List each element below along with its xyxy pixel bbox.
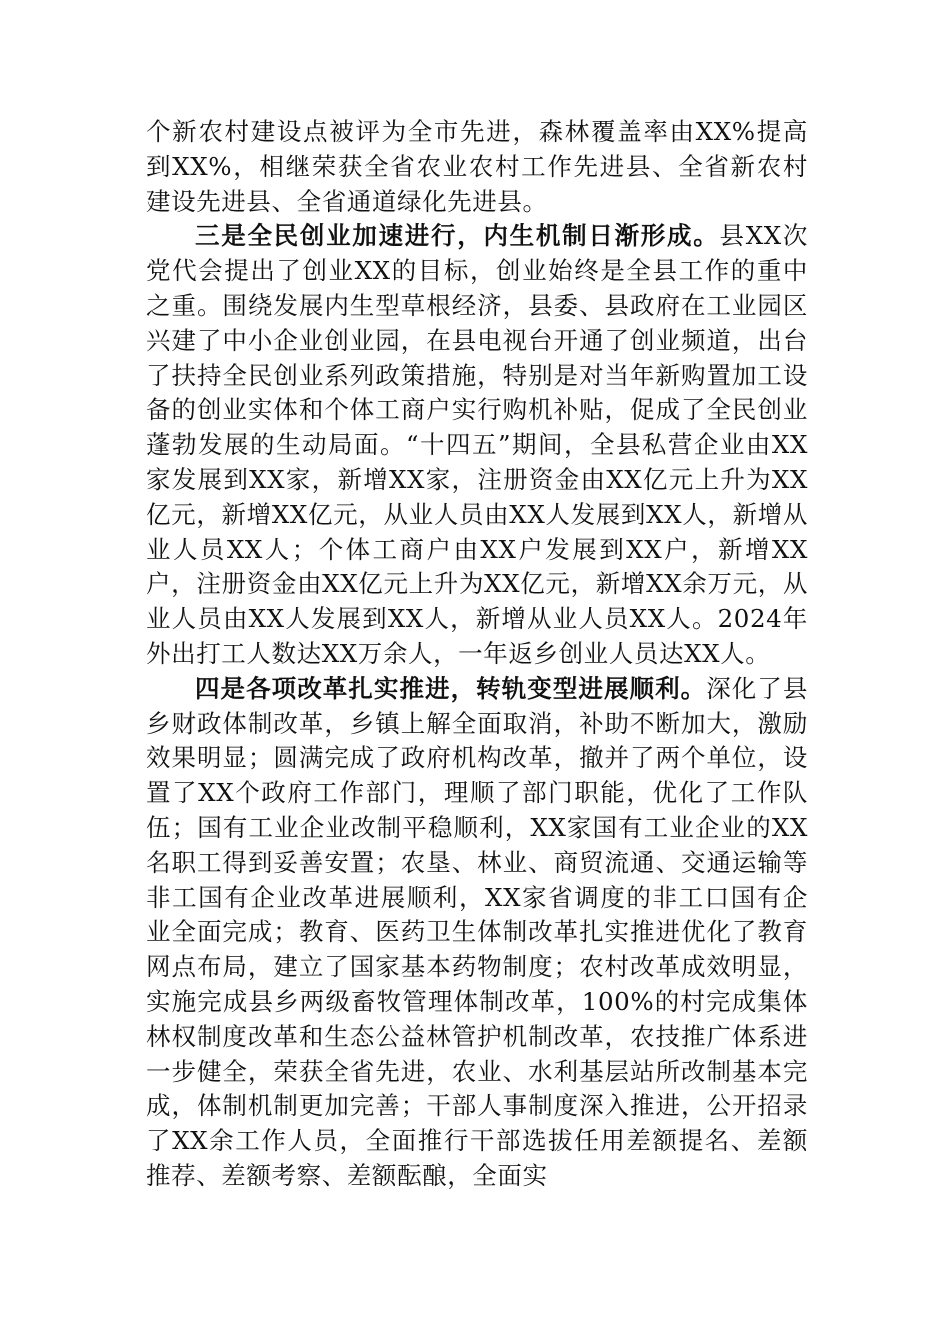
- paragraph-text: 个新农村建设点被评为全市先进，森林覆盖率由XX%提高到XX%，相继荣获全省农业农村工作先进县、全省新农村建设先进县、全省通道绿化先进县。: [146, 117, 808, 216]
- paragraph-text: 深化了县乡财政体制改革，乡镇上解全面取消，补助不断加大，激励效果明显；圆满完成了政府机构改革，撤并了两个单位，设置了XX个政府工作部门，理顺了部门职能，优化了工作队伍；国有工业企业改制平稳顺利，XX家国有工业企业的XX名职工得到妥善安置；农垦、林业、商贸流通、交通运输等非工国有企业改革进展顺利，XX家省调度的非工口国有企业全面完成；教育、医药卫生体制改革扎实推进优化了教育网点布局，建立了国家基本药物制度；农村改革成效明显，实施完成县乡两级畜牧管理体制改革，100%的村完成集体林权制度改革和生态公益林管护机制改革，农技推广体系进一步健全，荣获全省先进，农业、水利基层站所改制基本完成，体制机制更加完善；干部人事制度深入推进，公开招录了XX余工作人员，全面推行干部选拔任用差额提名、差额推荐、差额考察、差额酝酿，全面实: [146, 673, 809, 1190]
- paragraph-text: 县XX次党代会提出了创业XX的目标，创业始终是全县工作的重中之重。围绕发展内生型草根经济，县委、县政府在工业园区兴建了中小企业创业园，在县电视台开通了创业频道，出台了扶持全民创业系列政策措施，特别是对当年新购置加工设备的创业实体和个体工商户实行购机补贴，促成了全民创业蓬勃发展的生动局面。“十四五”期间，全县私营企业由XX家发展到XX家，新增XX家，注册资金由XX亿元上升为XX亿元，新增XX亿元，从业人员由XX人发展到XX人，新增从业人员XX人；个体工商户由XX户发展到XX户，新增XX户，注册资金由XX亿元上升为XX亿元，新增XX余万元，从业人员由XX人发展到XX人，新增从业人员XX人。2024年外出打工人数达XX万余人，一年返乡创业人员达XX人。: [146, 221, 808, 668]
- paragraph-reform: [146, 672, 808, 1194]
- document-page: [146, 115, 808, 1194]
- paragraph-lead-heading: 四是各项改革扎实推进，转轨变型进展顺利。: [195, 673, 707, 703]
- paragraph-lead-heading: 三是全民创业加速进行，内生机制日渐形成。: [195, 221, 720, 251]
- paragraph-continuation: [146, 115, 808, 219]
- paragraph-entrepreneurship: [146, 219, 808, 671]
